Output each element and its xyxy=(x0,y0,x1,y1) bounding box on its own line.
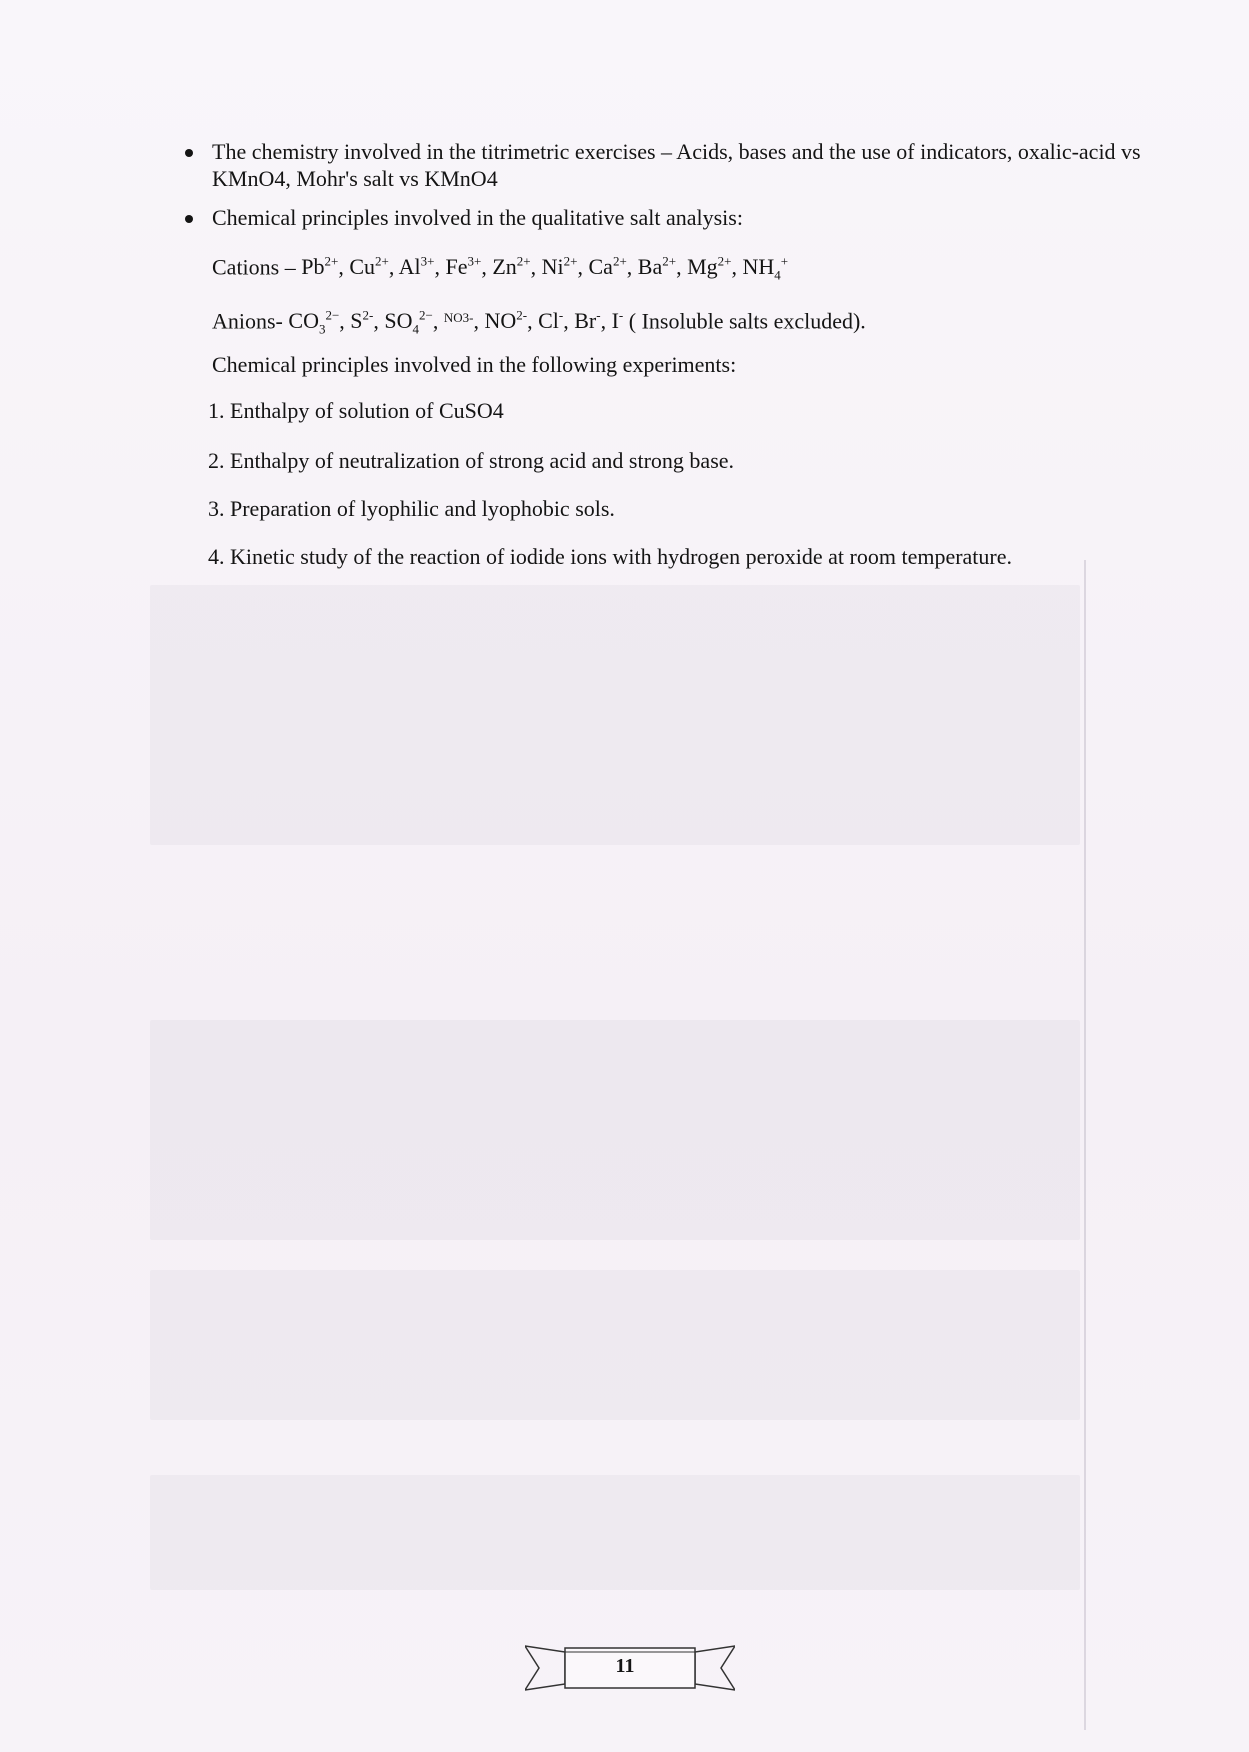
ion-formula: $Ni^{2+}$ xyxy=(541,254,578,280)
ion-formula: $Pb^{2+}$ xyxy=(301,254,339,280)
bullet-list xyxy=(185,138,1185,243)
bullet-dot-icon xyxy=(185,149,193,157)
ion-formula: $Cu^{2+}$ xyxy=(349,254,389,280)
ion-formula: $Mg^{2+}$ xyxy=(687,254,732,280)
page-number: 11 xyxy=(615,1655,635,1677)
bullet-dot-icon xyxy=(185,215,193,223)
anions-label: Anions- xyxy=(212,308,289,334)
cations-label: Cations – xyxy=(212,254,302,280)
page-edge-line xyxy=(1084,560,1086,1730)
ion-formula: NO3- xyxy=(443,310,474,326)
bleed-through-block xyxy=(150,1020,1080,1240)
ion-formula: $Ca^{2+}$ xyxy=(588,254,627,280)
bleed-through-block xyxy=(150,1270,1080,1420)
experiment-item: 3. Preparation of lyophilic and lyophobic sols. xyxy=(208,496,615,521)
bullet-text: Chemical principles involved in the qualitative salt analysis: xyxy=(212,205,743,230)
bleed-through-block xyxy=(150,585,1080,845)
ion-formula: $SO_4^{2-}$ xyxy=(384,308,433,337)
anions-line xyxy=(212,308,866,338)
ion-formula: $S^{2-}$ xyxy=(350,308,374,334)
experiments-heading: Chemical principles involved in the following experiments: xyxy=(212,352,737,377)
anions-note: ( Insoluble salts excluded). xyxy=(628,308,866,334)
ion-formula: $Fe^{3+}$ xyxy=(445,254,482,280)
anions-list: $CO_3^{2-}$, $S^{2-}$, $SO_4^{2-}$, $^{NO3-}$, $NO^{2-}$, Cl-, Br-, I- xyxy=(288,308,624,337)
bleed-through-block xyxy=(150,1475,1080,1590)
bullet-text: The chemistry involved in the titrimetric exercises – Acids, bases and the use of indicators, oxalic-acid vs KMnO4, Mohr's salt vs KMnO4 xyxy=(212,139,1141,191)
ion-formula: Br- xyxy=(574,308,601,334)
ion-formula: $NO^{2-}$ xyxy=(484,308,528,334)
ion-formula: I- xyxy=(611,308,624,334)
ion-formula: $Ba^{2+}$ xyxy=(637,254,677,280)
bullet-item-titrimetric xyxy=(185,138,1185,192)
experiment-item: 4. Kinetic study of the reaction of iodide ions with hydrogen peroxide at room temperature. xyxy=(208,544,1012,569)
ion-formula: $Zn^{2+}$ xyxy=(492,254,531,280)
bullet-item-qualitative xyxy=(185,204,1185,231)
ion-formula: $NH_4^+$ xyxy=(742,254,789,283)
cations-list: $Pb^{2+}$, $Cu^{2+}$, $Al^{3+}$, $Fe^{3+}$, $Zn^{2+}$, $Ni^{2+}$, $Ca^{2+}$, $Ba^{2+}$, $Mg^{2+}$, $NH_4^+$ xyxy=(301,254,789,283)
cations-line xyxy=(212,254,788,284)
ion-formula: $CO_3^{2-}$ xyxy=(288,308,340,337)
experiment-item: 1. Enthalpy of solution of CuSO4 xyxy=(208,398,504,423)
experiment-item: 2. Enthalpy of neutralization of strong acid and strong base. xyxy=(208,448,735,473)
ion-formula: $Al^{3+}$ xyxy=(398,254,435,280)
ion-formula: Cl- xyxy=(538,308,564,334)
